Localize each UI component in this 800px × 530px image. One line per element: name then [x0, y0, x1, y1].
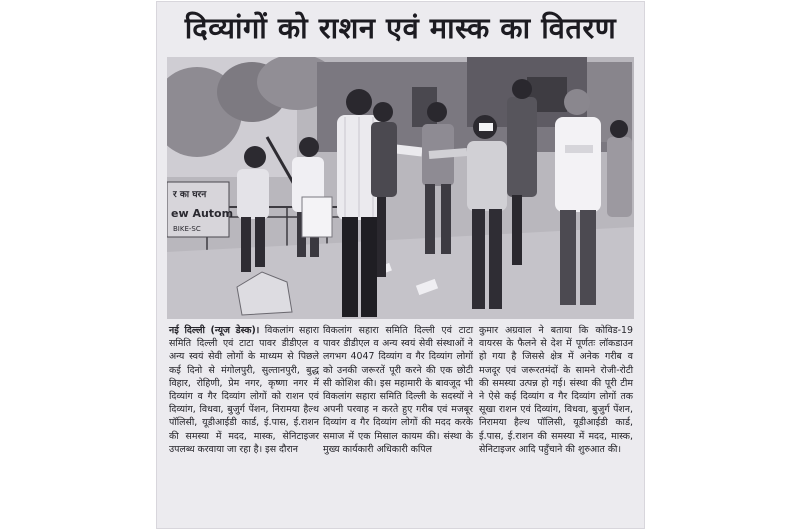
article-column-1: [169, 324, 319, 456]
news-photo: [167, 57, 634, 319]
dateline: नई दिल्ली (न्यूज डेस्क)।: [169, 325, 260, 336]
article-column-3: [479, 324, 633, 456]
headline: दिव्यांगों को राशन एवं मास्क का वितरण: [184, 11, 617, 45]
photo-illustration: [167, 57, 634, 319]
banner-text-3: र का घरन: [173, 190, 207, 200]
column-2-text: विकलांग सहारा समिति दिल्ली एवं टाटा पावर डीडीएल व अन्य स्वयं सेवी संस्थाओं ने लगभग 4047 दिव्यांग व गैर दिव्यांग लोगों को उनकी जरूरतें पूरी करने की एक छोटी सी कोशिश की। इस महामारी के बावजूद भी विकलांग सहारा समिति दिल्ली के सदस्यों ने अपनी परवाह न करते हुए गरीब एवं मजबूर दिव्यांग व गैर दिव्यांग लोगों की मदद करके समाज में एक मिसाल कायम की। संस्था के मुख्य कार्यकारी अधिकारी कपिल: [323, 325, 473, 455]
column-3-text: कुमार अग्रवाल ने बताया कि कोविड-19 वायरस के फैलने से देश में पूर्णतः लॉकडाउन हो गया है जिससे क्षेत्र में अनेक गरीब व मजदूर एवं जरूरतमंदों के सामने रोजी-रोटी की समस्या उत्पन्न हो गई। संस्था की पूरी टीम ने ऐसे कई दिव्यांग व गैर दिव्यांग लोगों तक सूखा राशन एवं दिव्यांग, विधवा, बुजुर्ग पेंशन, निरामया हैल्थ पॉलिसी, यूडीआईडी कार्ड, ई.पास, ई.राशन की समस्या में मदद, मास्क, सेनिटाइजर आदि पहुँचाने की शुरुआत की।: [479, 325, 633, 455]
banner-text: ew Autom: [171, 207, 234, 220]
banner-text-2: BIKE-SC: [173, 225, 201, 233]
newspaper-clipping: [157, 2, 644, 528]
article-column-2: [323, 324, 473, 456]
column-1-text: विकलांग सहारा समिति दिल्ली एवं टाटा पावर डीडीएल व अन्य स्वयं सेवी लोगों के माध्यम से पिछले कई दिनो से मंगोलपुरी, सुल्तानपुरी, बुद्ध विहार, रोहिणी, प्रेम नगर, कृष्णा नगर में दिव्यांग व गैर दिव्यांग लोगों को राशन एवं दिव्यांग, विधवा, बुजुर्ग पेंशन, निरामया हैल्थ पॉलिसी, यूडीआईडी कार्ड, ई.पास, ई.राशन की समस्या में मदद, मास्क, सेनिटाइजर उपलब्ध करवाया जा रहा है। इस दौरान: [169, 325, 319, 455]
